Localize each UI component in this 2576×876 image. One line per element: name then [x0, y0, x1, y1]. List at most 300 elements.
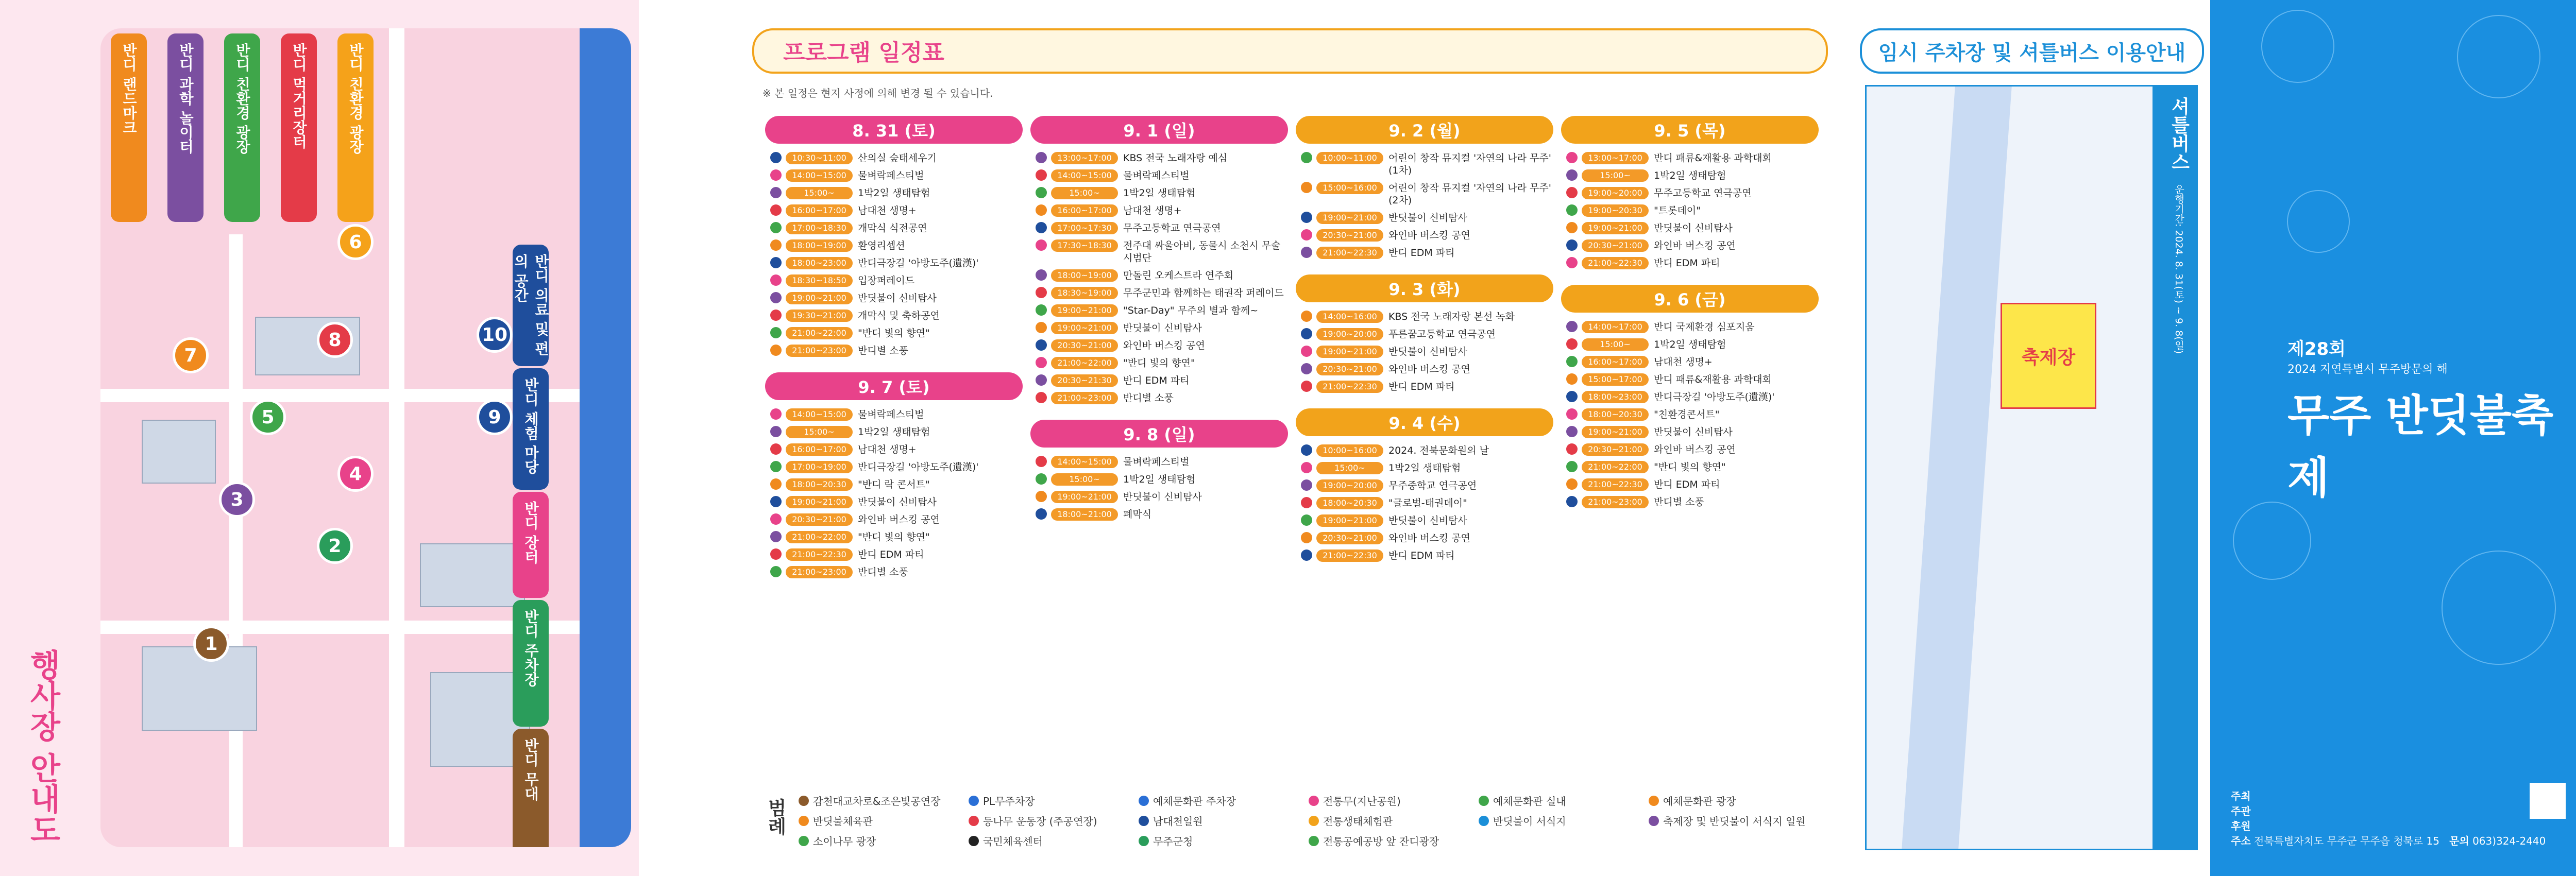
festival-map — [100, 28, 631, 847]
legend-text: 예체문화관 실내 — [1493, 795, 1566, 808]
cover-subtitle: 2024 지연특별시 무주방문의 해 — [2287, 363, 2448, 376]
zone-6[interactable] — [337, 33, 374, 222]
event-time: 19:00~20:30 — [1582, 204, 1649, 217]
event-name: 만돌린 오케스트라 연주회 — [1123, 270, 1233, 281]
legend-text: 무주군청 — [1153, 835, 1193, 848]
venue-marker — [1566, 461, 1578, 472]
event-name: 1박2일 생태탐험 — [1654, 339, 1726, 350]
event-row — [1036, 304, 1288, 317]
zone-label: 반디 무대 — [522, 738, 539, 801]
event-time: 15:00~16:00 — [1316, 182, 1383, 194]
event-row — [770, 345, 1023, 357]
event-row — [1301, 444, 1553, 457]
event-time: 21:00~22:00 — [786, 531, 853, 543]
event-row — [1036, 269, 1288, 282]
event-name: 반디별 소풍 — [1654, 496, 1704, 508]
event-time: 15:00~ — [786, 426, 853, 438]
legend-item — [969, 813, 1133, 828]
event-row — [1566, 496, 1819, 508]
event-name: 반딧불이 신비탐사 — [1388, 515, 1467, 526]
venue-marker — [770, 531, 782, 542]
event-name: 반디 EDM 파티 — [1654, 257, 1720, 269]
legend — [762, 788, 1824, 865]
event-name: 입장퍼레이드 — [858, 275, 915, 286]
event-time: 20:30~21:00 — [1316, 363, 1383, 375]
building — [142, 646, 257, 731]
event-time: 21:00~23:00 — [1051, 392, 1118, 404]
venue-marker — [770, 239, 782, 251]
sponsor-label: 후원 — [2231, 820, 2251, 832]
legend-text: 소이나무 광장 — [813, 835, 876, 848]
zone-label: 반디 장터 — [522, 501, 539, 564]
event-row — [1301, 182, 1553, 207]
event-row — [770, 204, 1023, 217]
building — [420, 543, 525, 607]
event-time: 21:00~22:00 — [1582, 461, 1649, 473]
event-row — [770, 548, 1023, 561]
zone-label: 반디 친환경 광장 — [234, 43, 251, 154]
event-name: "반디 락 콘서트" — [858, 479, 930, 490]
venue-marker — [770, 152, 782, 163]
event-row — [1566, 478, 1819, 491]
event-time: 10:00~11:00 — [1316, 152, 1383, 164]
venue-marker — [1036, 222, 1047, 233]
event-time: 16:00~17:00 — [1582, 356, 1649, 368]
event-name: 와인바 버스킹 공연 — [1388, 533, 1470, 544]
event-row — [1566, 257, 1819, 269]
legend-item — [799, 793, 963, 808]
legend-item — [1309, 833, 1473, 848]
zone-4[interactable] — [513, 492, 549, 598]
venue-marker — [1566, 239, 1578, 251]
event-name: KBS 전국 노래자랑 예심 — [1123, 152, 1228, 164]
event-time: 18:30~19:00 — [1051, 287, 1118, 299]
river — [1902, 87, 2011, 849]
legend-text: 전통무(지난공원) — [1323, 795, 1401, 808]
qr-code[interactable] — [2530, 783, 2566, 819]
day-header: 9. 4 (수) — [1296, 408, 1553, 436]
event-time: 15:00~ — [786, 187, 853, 199]
zone-9[interactable] — [513, 368, 549, 490]
venue-marker — [1036, 169, 1047, 181]
cover-credits — [2231, 788, 2546, 848]
event-name: 반디 EDM 파티 — [1388, 247, 1455, 259]
event-name: 남대천 생명+ — [1123, 205, 1182, 216]
event-name: 반디 패류&재활용 과학대회 — [1654, 152, 1772, 164]
zone-1[interactable] — [513, 729, 549, 847]
event-row — [1301, 152, 1553, 177]
event-time: 19:00~20:00 — [1316, 479, 1383, 492]
event-row — [1036, 239, 1288, 264]
event-row — [1301, 346, 1553, 358]
day-block — [1296, 274, 1553, 393]
venue-marker — [1566, 373, 1578, 385]
event-time: 14:00~15:00 — [786, 408, 853, 421]
event-row — [770, 478, 1023, 491]
zone-label: 반디 과학 놀이터 — [177, 43, 194, 154]
legend-marker — [1139, 816, 1149, 826]
shuttle-period: 운행기간: 2024. 8. 31(토) ~ 9. 8(일) — [2173, 184, 2184, 354]
venue-marker — [1036, 304, 1047, 316]
event-name: 반디극장길 '아방도주(遺漢)' — [858, 257, 979, 269]
event-row — [770, 169, 1023, 182]
event-name: 남대천 생명+ — [858, 444, 917, 455]
day-block — [1296, 408, 1553, 562]
event-row — [1301, 212, 1553, 224]
event-name: "반디 빛의 향연" — [858, 328, 930, 339]
road — [100, 621, 580, 634]
event-row — [1036, 374, 1288, 387]
zone-2[interactable] — [513, 600, 549, 727]
event-time: 19:00~21:00 — [1582, 426, 1649, 438]
venue-marker — [1301, 381, 1312, 392]
legend-items — [799, 793, 1814, 848]
day-block — [1561, 116, 1819, 269]
event-name: 1박2일 생태탐험 — [1388, 462, 1461, 474]
venue-marker — [1036, 456, 1047, 467]
venue-marker — [770, 310, 782, 321]
event-row — [770, 443, 1023, 456]
inquiry: 063)324-2440 — [2472, 835, 2546, 847]
event-name: 반디별 소풍 — [858, 566, 908, 578]
event-name: 반딧불이 신비탐사 — [1123, 322, 1202, 334]
event-name: 반딧불이 신비탐사 — [858, 293, 937, 304]
venue-marker — [1036, 339, 1047, 351]
event-time: 18:00~23:00 — [786, 257, 853, 269]
event-name: 무주군민과 함께하는 태권작 퍼레이드 — [1123, 287, 1284, 299]
event-row — [1301, 381, 1553, 393]
legend-marker — [969, 796, 979, 806]
venue-marker — [1301, 549, 1312, 561]
zone-label: 반디 먹거리장터 — [291, 43, 308, 149]
legend-marker — [799, 816, 809, 826]
venue-marker — [1036, 152, 1047, 163]
event-name: 와인바 버스킹 공연 — [1388, 364, 1470, 375]
event-time: 19:00~21:00 — [786, 496, 853, 508]
venue-marker — [1301, 328, 1312, 339]
event-name: 무주중학교 연극공연 — [1388, 480, 1477, 491]
map-panel — [0, 0, 639, 876]
event-row — [1566, 321, 1819, 333]
event-time: 20:30~21:30 — [1051, 374, 1118, 387]
event-time: 21:00~22:30 — [1316, 549, 1383, 562]
event-time: 15:00~17:00 — [1582, 373, 1649, 386]
event-time: 19:00~21:00 — [1051, 491, 1118, 503]
event-row — [770, 152, 1023, 164]
event-time: 21:00~23:00 — [786, 345, 853, 357]
event-name: 개막식 식전공연 — [858, 222, 927, 234]
organizer-label: 주관 — [2231, 805, 2251, 817]
venue-marker — [1301, 532, 1312, 543]
event-time: 10:30~11:00 — [786, 152, 853, 164]
event-row — [1566, 239, 1819, 252]
event-name: 반디극장길 '아방도주(遺漢)' — [1654, 391, 1775, 403]
event-row — [1036, 204, 1288, 217]
venue-marker — [1566, 187, 1578, 198]
venue-marker — [770, 426, 782, 437]
venue-marker — [770, 274, 782, 286]
event-name: 1박2일 생태탐험 — [858, 426, 930, 438]
event-name: 환영리셉션 — [858, 240, 905, 251]
day-block — [765, 116, 1023, 357]
event-row — [1036, 152, 1288, 164]
venue-marker — [1036, 287, 1047, 298]
event-name: 2024. 전북문화원의 날 — [1388, 445, 1489, 456]
event-time: 21:00~22:30 — [786, 548, 853, 561]
event-name: 반디 EDM 파티 — [858, 549, 924, 560]
event-time: 19:00~21:00 — [1316, 514, 1383, 527]
event-name: 반디 EDM 파티 — [1654, 479, 1720, 490]
event-row — [1036, 169, 1288, 182]
event-row — [1566, 222, 1819, 234]
venue-marker — [770, 443, 782, 455]
legend-item — [969, 833, 1133, 848]
event-name: 반딧불이 신비탐사 — [1388, 212, 1467, 224]
event-name: 반디 EDM 파티 — [1388, 550, 1455, 561]
event-row — [770, 187, 1023, 199]
legend-marker — [1479, 816, 1489, 826]
event-name: 어린이 창작 뮤지컬 '자연의 나라 무주' (2차) — [1388, 182, 1551, 206]
event-name: 반딧불이 신비탐사 — [1123, 491, 1202, 503]
day-header: 9. 1 (일) — [1030, 116, 1288, 144]
event-time: 20:30~21:00 — [1051, 339, 1118, 352]
event-time: 16:00~17:00 — [786, 204, 853, 217]
venue-marker — [1301, 212, 1312, 223]
map-title: 행사장 안내도 — [25, 649, 61, 845]
event-time: 20:30~21:00 — [1316, 532, 1383, 544]
venue-marker — [1566, 356, 1578, 367]
event-row — [1566, 338, 1819, 351]
legend-text: 국민체육센터 — [983, 835, 1043, 848]
legend-marker — [1139, 796, 1149, 806]
parking-title: 임시 주차장 및 셔틀버스 이용안내 — [1860, 28, 2204, 74]
zone-3[interactable] — [167, 33, 204, 222]
legend-text: 축제장 및 반딧불이 서식지 일원 — [1663, 815, 1806, 828]
event-name: 반디별 소풍 — [858, 345, 908, 356]
river — [580, 28, 631, 847]
event-name: 와인바 버스킹 공연 — [1123, 340, 1205, 351]
event-time: 17:00~19:00 — [786, 461, 853, 473]
event-time: 13:00~17:00 — [1582, 152, 1649, 164]
map-marker-3[interactable]: 3 — [219, 482, 255, 518]
legend-text: 예체문화관 주차장 — [1153, 795, 1236, 808]
cover-panel — [2210, 0, 2576, 876]
event-time: 21:00~22:00 — [786, 327, 853, 339]
event-name: 반디 EDM 파티 — [1123, 375, 1190, 386]
parking-map — [1865, 85, 2198, 850]
event-row — [770, 426, 1023, 438]
venue-marker — [770, 345, 782, 356]
schedule-panel — [742, 0, 1824, 876]
event-time: 15:00~ — [1582, 338, 1649, 351]
event-row — [1566, 373, 1819, 386]
event-name: 반딧불이 신비탐사 — [858, 496, 937, 508]
legend-item — [1649, 793, 1814, 808]
zone-label: 반디 주차장 — [522, 609, 539, 686]
event-row — [770, 292, 1023, 304]
event-row — [770, 239, 1023, 252]
legend-marker — [1139, 836, 1149, 846]
event-name: 반디 패류&재활용 과학대회 — [1654, 374, 1772, 385]
event-name: 남대천 생명+ — [858, 205, 917, 216]
map-marker-5[interactable]: 5 — [250, 399, 286, 435]
building — [142, 420, 216, 484]
legend-text: 전통공예공방 앞 잔디광장 — [1323, 835, 1439, 848]
event-time: 14:00~15:00 — [1051, 169, 1118, 182]
event-time: 10:00~16:00 — [1316, 444, 1383, 457]
legend-item — [799, 813, 963, 828]
venue-marker — [770, 513, 782, 525]
event-row — [1036, 357, 1288, 369]
venue-marker — [1036, 239, 1047, 251]
venue-marker — [1036, 269, 1047, 281]
schedule-column — [1296, 116, 1553, 577]
event-time: 19:00~21:00 — [786, 292, 853, 304]
event-row — [1036, 508, 1288, 521]
event-name: "트롯데이" — [1654, 205, 1701, 216]
festival-site-marker[interactable]: 축제장 — [2001, 303, 2096, 409]
event-name: 반딧불이 신비탐사 — [1654, 426, 1733, 438]
legend-text: 등나무 운동장 (주공연장) — [983, 815, 1097, 828]
event-name: 반딧불이 신비탐사 — [1654, 222, 1733, 234]
zone-7[interactable] — [111, 33, 147, 222]
event-time: 14:00~16:00 — [1316, 311, 1383, 323]
event-time: 21:00~22:30 — [1582, 257, 1649, 269]
event-time: 18:00~21:00 — [1051, 508, 1118, 521]
map-marker-10[interactable]: 10 — [477, 317, 513, 353]
legend-marker — [1479, 796, 1489, 806]
venue-marker — [1301, 363, 1312, 374]
event-row — [1301, 549, 1553, 562]
legend-item — [1309, 813, 1473, 828]
event-row — [770, 531, 1023, 543]
venue-marker — [770, 461, 782, 472]
event-time: 14:00~15:00 — [1051, 456, 1118, 468]
map-marker-9[interactable]: 9 — [477, 399, 513, 435]
schedule-column — [765, 116, 1023, 594]
zone-10[interactable] — [513, 245, 549, 366]
event-row — [770, 513, 1023, 526]
event-time: 19:00~21:00 — [1316, 346, 1383, 358]
event-row — [1301, 311, 1553, 323]
map-marker-4[interactable]: 4 — [337, 456, 374, 492]
venue-marker — [1566, 443, 1578, 455]
legend-marker — [1649, 816, 1659, 826]
legend-marker — [799, 796, 809, 806]
venue-marker — [1566, 496, 1578, 507]
venue-marker — [1301, 346, 1312, 357]
cover-title: 무주 반딧불축제 — [2287, 390, 2554, 503]
event-time: 18:00~20:30 — [1316, 497, 1383, 509]
legend-text: PL무주차장 — [983, 795, 1035, 808]
event-row — [1036, 222, 1288, 234]
map-marker-7[interactable]: 7 — [173, 337, 209, 373]
event-row — [1036, 456, 1288, 468]
venue-marker — [1036, 187, 1047, 198]
legend-item — [1479, 793, 1643, 808]
map-marker-8[interactable]: 8 — [317, 322, 353, 358]
venue-marker — [1301, 497, 1312, 508]
event-time: 20:30~21:00 — [786, 513, 853, 526]
venue-marker — [1566, 222, 1578, 233]
zone-8[interactable] — [281, 33, 317, 222]
legend-marker — [969, 836, 979, 846]
map-marker-2[interactable]: 2 — [317, 528, 353, 564]
event-name: 남대천 생명+ — [1654, 356, 1713, 368]
day-header: 8. 31 (토) — [765, 116, 1023, 144]
event-time: 21:00~22:00 — [1051, 357, 1118, 369]
schedule-title: 프로그램 일정표 — [783, 40, 944, 66]
venue-marker — [1036, 322, 1047, 333]
event-time: 21:00~22:30 — [1582, 478, 1649, 491]
event-row — [1566, 443, 1819, 456]
legend-text: 반딧불체육관 — [813, 815, 873, 828]
venue-marker — [770, 548, 782, 560]
event-row — [770, 222, 1023, 234]
day-header: 9. 6 (금) — [1561, 285, 1819, 313]
event-time: 17:00~18:30 — [786, 222, 853, 234]
legend-text: 반딧불이 서식지 — [1493, 815, 1566, 828]
legend-item — [1139, 813, 1303, 828]
event-row — [1036, 287, 1288, 299]
event-row — [1566, 461, 1819, 473]
event-time: 15:00~ — [1051, 187, 1118, 199]
event-time: 13:00~17:00 — [1051, 152, 1118, 164]
day-header: 9. 5 (목) — [1561, 116, 1819, 144]
day-block — [1030, 420, 1288, 521]
day-block — [765, 372, 1023, 578]
venue-marker — [1301, 247, 1312, 258]
event-row — [1566, 426, 1819, 438]
shuttle-info — [2153, 87, 2196, 849]
day-header: 9. 3 (화) — [1296, 274, 1553, 302]
event-time: 19:30~21:00 — [786, 310, 853, 322]
event-row — [1301, 462, 1553, 474]
venue-marker — [770, 204, 782, 216]
event-name: 1박2일 생태탐험 — [858, 187, 930, 199]
venue-marker — [770, 327, 782, 338]
venue-marker — [1036, 357, 1047, 368]
map-marker-6[interactable]: 6 — [337, 224, 374, 260]
event-time: 18:30~18:50 — [786, 274, 853, 287]
event-row — [1566, 204, 1819, 217]
map-marker-1[interactable]: 1 — [193, 626, 229, 662]
event-name: 물벼락페스티벌 — [1123, 456, 1190, 468]
event-row — [770, 461, 1023, 473]
event-row — [770, 408, 1023, 421]
event-row — [1036, 339, 1288, 352]
host-label: 주최 — [2231, 790, 2251, 802]
event-time: 19:00~21:00 — [1582, 222, 1649, 234]
venue-marker — [1566, 391, 1578, 402]
event-time: 19:00~21:00 — [1051, 304, 1118, 317]
event-row — [1566, 356, 1819, 368]
venue-marker — [1301, 462, 1312, 473]
event-row — [1566, 391, 1819, 403]
event-name: KBS 전국 노래자랑 본선 녹화 — [1388, 311, 1515, 322]
event-time: 20:30~21:00 — [1316, 229, 1383, 242]
legend-text: 전통생태체험관 — [1323, 815, 1393, 828]
zone-5[interactable] — [224, 33, 260, 222]
parking-panel — [1844, 0, 2215, 876]
event-row — [770, 310, 1023, 322]
venue-marker — [770, 408, 782, 420]
legend-marker — [1309, 816, 1319, 826]
venue-marker — [770, 292, 782, 303]
event-name: "반디 빛의 향연" — [1654, 461, 1726, 473]
venue-marker — [1566, 169, 1578, 181]
event-row — [1036, 491, 1288, 503]
